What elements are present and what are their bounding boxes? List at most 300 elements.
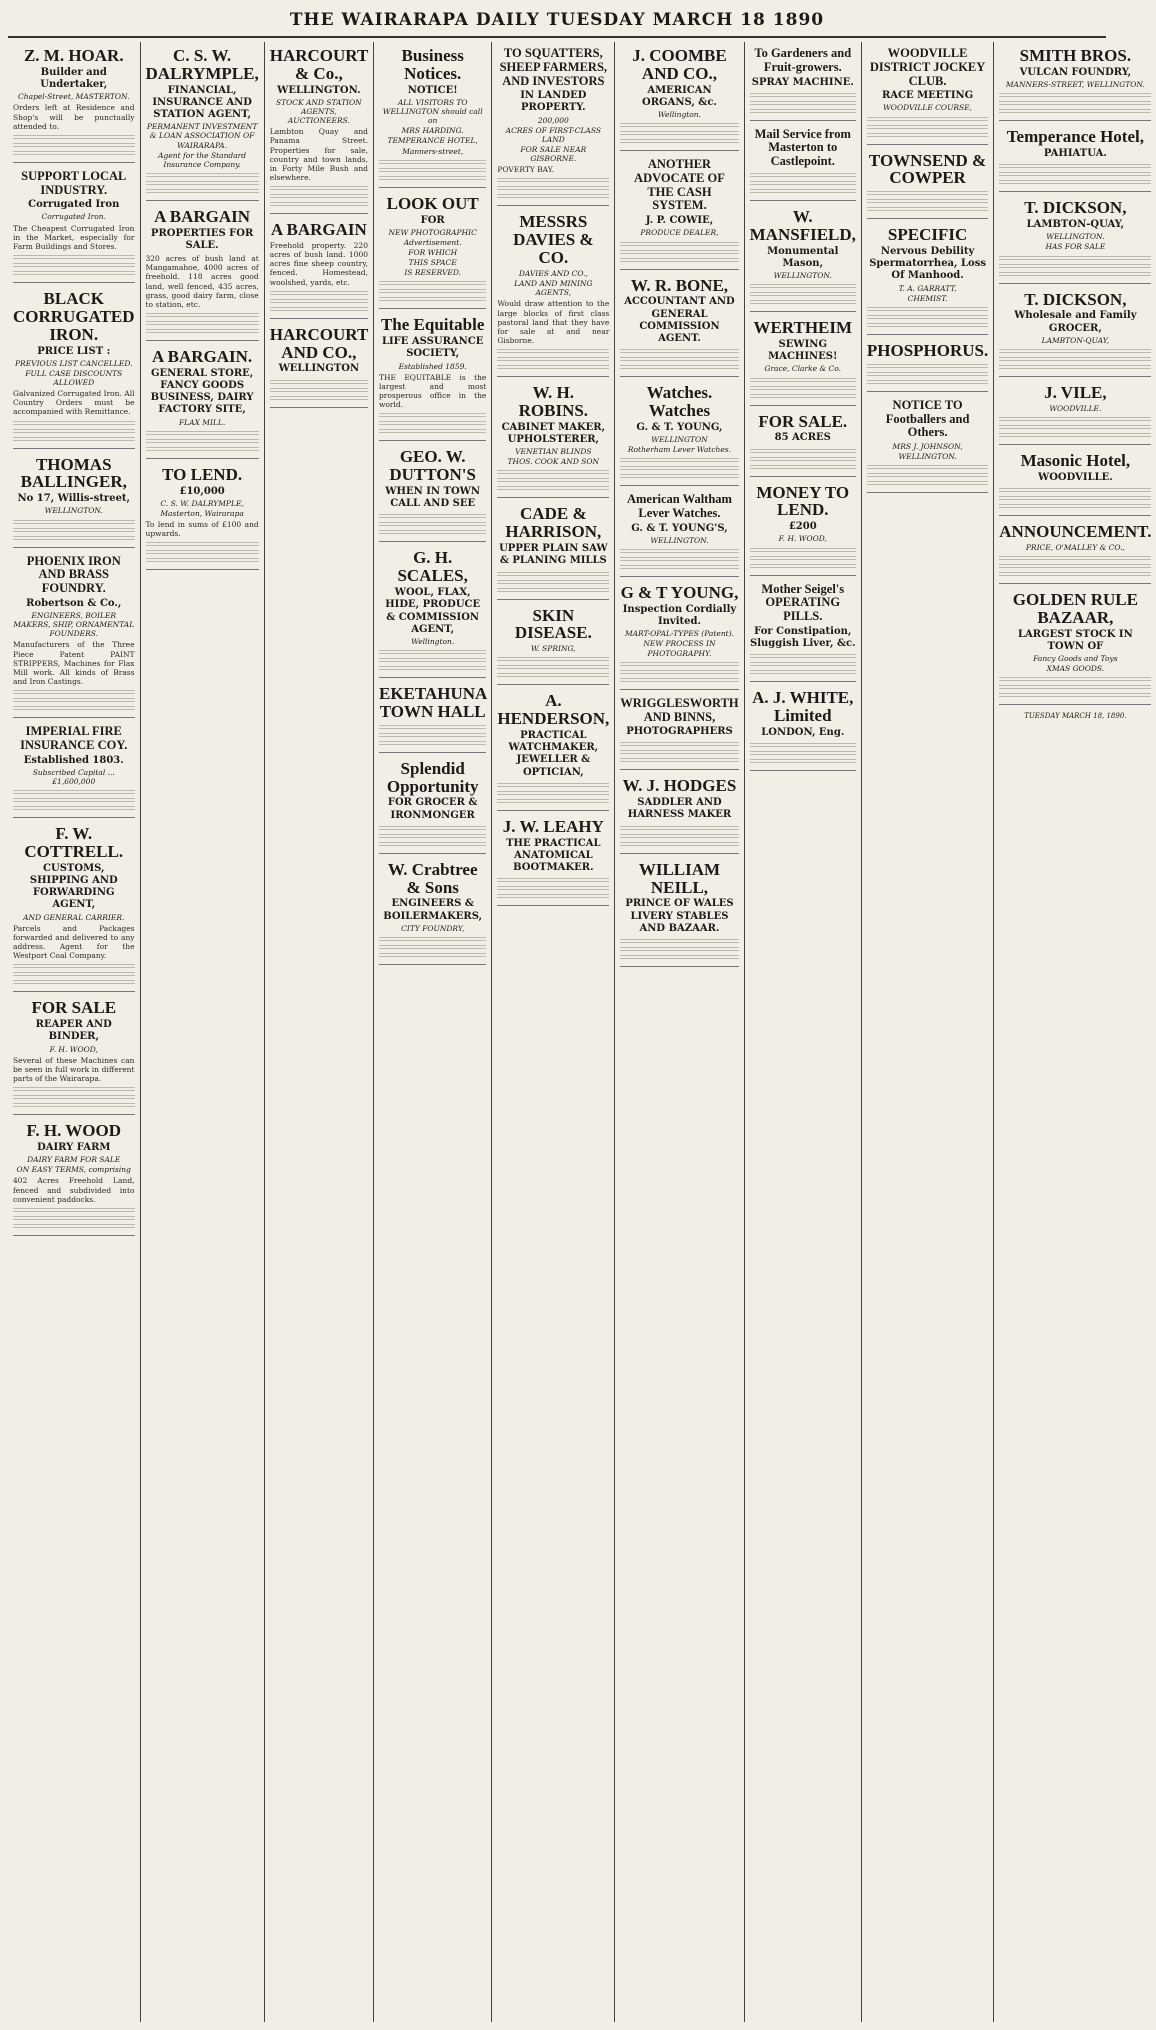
small-print-texture xyxy=(13,704,135,710)
ad-line: WELLINGTON xyxy=(651,435,708,444)
advertisement xyxy=(999,591,1151,705)
ad-title: Z. M. HOAR. xyxy=(23,46,124,65)
ad-title: A BARGAIN. xyxy=(152,347,253,367)
small-print-texture xyxy=(13,141,135,147)
ad-line: VENETIAN BLINDS xyxy=(515,447,592,457)
masthead-title: THE WAIRARAPA DAILY TUESDAY MARCH 18 1890 xyxy=(289,10,825,30)
ad-line: 200,000 xyxy=(537,115,569,125)
ad-title: A BARGAIN xyxy=(270,220,367,240)
advertisement xyxy=(270,326,368,408)
small-print-texture xyxy=(379,427,486,433)
ad-line: Chapel-Street, MASTERTON. xyxy=(18,92,130,102)
ad-line: XMAS GOODS. xyxy=(1046,664,1105,674)
small-print-texture xyxy=(620,129,738,135)
small-print-texture xyxy=(379,951,486,957)
ad-subtitle: PRICE LIST : xyxy=(37,345,111,357)
ad-subtitle: SEWING MACHINES! xyxy=(768,338,838,363)
small-print-texture xyxy=(146,540,259,546)
small-print-texture xyxy=(867,189,988,195)
ad-subtitle: Builder and Undertaker, xyxy=(40,66,108,91)
small-print-texture xyxy=(999,270,1151,276)
ad-subtitle: Monumental Mason, xyxy=(767,245,839,269)
small-print-texture xyxy=(13,970,135,976)
small-print-texture xyxy=(750,660,856,666)
ad-title: MESSRS DAVIES & CO. xyxy=(513,212,594,268)
advertisement xyxy=(497,47,609,206)
column-9 xyxy=(994,42,1156,2022)
advertisement xyxy=(13,456,135,548)
ad-line: LAMBTON-QUAY, xyxy=(1041,335,1110,345)
ad-line: W. SPRING, xyxy=(531,644,576,654)
ad-line: LAND AND MINING AGENTS, xyxy=(514,279,593,298)
small-print-texture xyxy=(497,184,609,190)
advertisement xyxy=(999,291,1151,377)
small-print-texture xyxy=(13,1206,135,1212)
small-print-texture xyxy=(867,370,988,376)
ad-subtitle: LONDON, Eng. xyxy=(761,726,845,738)
advertisement xyxy=(750,47,856,121)
ad-title: HARCOURT AND CO., xyxy=(269,324,369,362)
ad-subtitle: WELLINGTON. xyxy=(277,84,361,96)
small-print-texture xyxy=(867,321,988,327)
ad-line: Fancy Goods and Toys xyxy=(1033,653,1118,663)
ad-title: To Gardeners and Fruit-growers. xyxy=(754,46,852,74)
ad-title: Business Notices. xyxy=(401,46,464,83)
ad-title: Splendid Opportunity xyxy=(386,758,479,796)
advertisement xyxy=(867,47,988,145)
ad-body: To lend in sums of £100 and upwards. xyxy=(145,520,259,539)
column-4 xyxy=(374,42,492,2022)
small-print-texture xyxy=(13,261,135,267)
small-print-texture xyxy=(750,187,856,193)
advertisement xyxy=(999,523,1151,584)
advertisement xyxy=(497,384,609,498)
small-print-texture xyxy=(999,107,1151,113)
ad-title: F. W. COTTRELL. xyxy=(24,824,124,861)
column-2 xyxy=(141,42,265,2022)
small-print-texture xyxy=(620,472,738,478)
ad-subtitle: NOTICE! xyxy=(407,84,458,96)
small-print-texture xyxy=(999,423,1151,429)
small-print-texture xyxy=(867,115,988,121)
advertisement xyxy=(620,697,738,771)
ad-subtitle: AMERICAN ORGANS, &c. xyxy=(642,84,717,108)
ad-title: IMPERIAL FIRE INSURANCE COY. xyxy=(20,724,128,752)
small-print-texture xyxy=(13,1214,135,1220)
ad-title: TO SQUATTERS, SHEEP FARMERS, AND INVESTORS xyxy=(499,46,608,88)
small-print-texture xyxy=(620,464,738,470)
column-3 xyxy=(265,42,374,2022)
ad-title: T. DICKSON, xyxy=(1024,198,1127,218)
small-print-texture xyxy=(999,254,1151,260)
small-print-texture xyxy=(750,392,856,398)
advertisement xyxy=(999,384,1151,445)
small-print-texture xyxy=(620,668,738,674)
ad-title: W. R. BONE, xyxy=(630,275,729,295)
ad-line: Subscribed Capital ... £1,600,000 xyxy=(32,767,115,786)
small-print-texture xyxy=(750,562,856,568)
ad-title: EKETAHUNA TOWN HALL xyxy=(378,684,488,721)
ad-body: Parcels and Packages forwarded and delivered to any address. Agent for the Westport Coal Company. xyxy=(13,923,135,961)
small-print-texture xyxy=(13,435,135,441)
small-print-texture xyxy=(750,91,856,97)
ad-body: The Cheapest Corrugated Iron in the Market, especially for Farm Buildings and Stores. xyxy=(13,223,135,251)
small-print-texture xyxy=(270,394,368,400)
small-print-texture xyxy=(13,253,135,259)
advertisement xyxy=(146,208,259,341)
ad-title: F. H. WOOD xyxy=(26,1121,121,1141)
ad-title: SPECIFIC xyxy=(887,225,968,245)
small-print-texture xyxy=(867,123,988,129)
small-print-texture xyxy=(270,386,368,392)
advertisement xyxy=(867,399,988,494)
small-print-texture xyxy=(750,179,856,185)
ad-subtitle: CABINET MAKER, UPHOLSTERER, xyxy=(501,421,606,445)
advertisement xyxy=(750,208,856,312)
small-print-texture xyxy=(13,978,135,984)
ad-body: Lambton Quay and Panama Street. Properties for sale, country and town lands, in Forty Mile Bush and elsewhere. xyxy=(269,127,368,182)
small-print-texture xyxy=(497,876,609,882)
ad-body: Manufacturers of the Three Piece Patent PAINT STRIPPERS, Machines for Flax Mill work. All kinds of Brass and Iron Castings. xyxy=(13,640,135,687)
small-print-texture xyxy=(13,534,135,540)
small-print-texture xyxy=(13,796,135,802)
ad-line: THIS SPACE xyxy=(408,258,457,268)
small-print-texture xyxy=(620,547,738,553)
small-print-texture xyxy=(379,411,486,417)
small-print-texture xyxy=(620,121,738,127)
ad-line: Rotherham Lever Watches. xyxy=(627,445,732,455)
ad-subtitle: WHEN IN TOWN CALL AND SEE xyxy=(385,486,481,510)
ad-line: NEW PHOTOGRAPHIC xyxy=(388,227,477,237)
advertisement xyxy=(379,861,486,965)
ad-line: WELLINGTON. xyxy=(773,271,832,280)
ad-body: Freehold property. 220 acres of bush land. 1000 acres fine sheep country, fenced. Homestead, woolshed, yards, etc. xyxy=(269,240,368,287)
small-print-texture xyxy=(750,749,856,755)
ad-line: C. S. W. DALRYMPLE, xyxy=(160,498,244,508)
advertisement xyxy=(13,725,135,818)
small-print-texture xyxy=(999,162,1151,168)
small-print-texture xyxy=(620,824,738,830)
ad-line: NEW PROCESS IN PHOTOGRAPHY. xyxy=(643,639,716,658)
ad-subtitle: WOOL, FLAX, HIDE, PRODUCE & COMMISSION AGENT, xyxy=(385,587,481,635)
small-print-texture xyxy=(13,1101,135,1107)
advertisement xyxy=(13,47,135,163)
ad-title: SMITH BROS. xyxy=(1019,46,1132,65)
ad-title: J. W. LEAHY xyxy=(502,816,604,836)
small-print-texture xyxy=(146,556,259,562)
small-print-texture xyxy=(146,548,259,554)
advertisement xyxy=(999,47,1151,121)
ad-subtitle: Nervous Debility Spermatorrhea, Loss Of Manhood. xyxy=(869,246,986,282)
small-print-texture xyxy=(620,563,738,569)
small-print-texture xyxy=(13,1093,135,1099)
ad-line: Corrugated Iron. xyxy=(41,212,106,222)
page-footer: TUESDAY MARCH 18, 1890. xyxy=(1024,712,1127,721)
ad-title: ANOTHER ADVOCATE OF THE CASH SYSTEM. xyxy=(634,157,725,213)
small-print-texture xyxy=(146,319,259,325)
ad-title: WERTHEIM xyxy=(753,318,853,338)
small-print-texture xyxy=(13,149,135,155)
advertisement xyxy=(750,319,856,405)
ad-subtitle: ENGINEERS & BOILERMAKERS, xyxy=(383,898,483,922)
small-print-texture xyxy=(999,554,1151,560)
ad-subtitle: PROPERTIES FOR SALE. xyxy=(150,227,254,251)
ad-title: PHOSPHORUS. xyxy=(866,340,989,360)
ad-title: FOR SALE. xyxy=(758,411,848,431)
small-print-texture xyxy=(13,419,135,425)
ad-subtitle: SPRAY MACHINE. xyxy=(751,76,854,88)
small-print-texture xyxy=(999,562,1151,568)
small-print-texture xyxy=(999,170,1151,176)
column-1 xyxy=(8,42,141,2022)
ad-body: Orders left at Residence and Shop's will be punctually attended to. xyxy=(13,103,135,131)
ad-subtitle: £10,000 xyxy=(179,485,225,497)
advertisement xyxy=(620,584,738,690)
small-print-texture xyxy=(750,171,856,177)
ad-subtitle: REAPER AND BINDER, xyxy=(35,1019,112,1043)
small-print-texture xyxy=(379,419,486,425)
ad-title: WILLIAM NEILL, xyxy=(638,859,721,897)
small-print-texture xyxy=(999,178,1151,184)
small-print-texture xyxy=(999,347,1151,353)
small-print-texture xyxy=(620,363,738,369)
small-print-texture xyxy=(497,570,609,576)
advertisement xyxy=(379,685,486,753)
small-print-texture xyxy=(497,797,609,803)
ad-body: Would draw attention to the large blocks of first class pastoral land that they have for sale at and near Gisborne. xyxy=(497,299,610,345)
advertisement xyxy=(379,47,486,188)
ad-subtitle: VULCAN FOUNDRY, xyxy=(1019,66,1132,78)
ad-line: Advertisement. xyxy=(403,237,462,247)
small-print-texture xyxy=(497,884,609,890)
advertisement xyxy=(146,348,259,459)
advertisement xyxy=(750,128,856,201)
small-print-texture xyxy=(13,1222,135,1228)
small-print-texture xyxy=(750,282,856,288)
small-print-texture xyxy=(620,456,738,462)
ad-line: CITY FOUNDRY, xyxy=(401,923,465,933)
ad-line: MRS J. JOHNSON, xyxy=(892,442,963,452)
small-print-texture xyxy=(620,355,738,361)
ad-subtitle: LAMBTON-QUAY, xyxy=(1026,219,1125,231)
small-print-texture xyxy=(497,789,609,795)
ad-title: J. VILE, xyxy=(1044,382,1107,402)
advertisement xyxy=(867,152,988,220)
advertisement xyxy=(867,226,988,335)
small-print-texture xyxy=(270,289,368,295)
small-print-texture xyxy=(867,463,988,469)
small-print-texture xyxy=(270,305,368,311)
ad-subtitle: G. & T. YOUNG, xyxy=(636,421,723,433)
ad-subtitle: LARGEST STOCK IN TOWN OF xyxy=(1018,628,1133,652)
ad-subtitle: Inspection Cordially Invited. xyxy=(622,603,737,628)
small-print-texture xyxy=(620,248,738,254)
small-print-texture xyxy=(13,526,135,532)
small-print-texture xyxy=(379,520,486,526)
ad-line: Wellington. xyxy=(411,636,455,646)
ad-title: WRIGGLESWORTH AND BINNS, xyxy=(620,695,739,724)
small-print-texture xyxy=(146,327,259,333)
small-print-texture xyxy=(867,471,988,477)
ad-line: Grace, Clarke & Co. xyxy=(764,364,842,374)
advertisement xyxy=(999,199,1151,283)
ad-title: A. HENDERSON, xyxy=(497,691,610,729)
small-print-texture xyxy=(750,298,856,304)
ad-subtitle: No 17, Willis-street, xyxy=(17,493,131,505)
ad-subtitle: RACE MEETING xyxy=(881,90,974,102)
small-print-texture xyxy=(620,660,738,666)
ad-title: Mail Service from Masterton to Castlepoint. xyxy=(754,126,851,169)
ad-subtitle: WOODVILLE. xyxy=(1037,471,1113,483)
ad-line: FLAX MILL. xyxy=(178,417,226,427)
small-print-texture xyxy=(999,502,1151,508)
small-print-texture xyxy=(867,362,988,368)
ad-line: TEMPERANCE HOTEL, xyxy=(387,136,478,146)
small-print-texture xyxy=(620,748,738,754)
ad-title: BLACK CORRUGATED IRON. xyxy=(13,289,135,344)
small-print-texture xyxy=(620,832,738,838)
small-print-texture xyxy=(379,664,486,670)
advertisement xyxy=(379,195,486,310)
ad-subtitle: DAIRY FARM xyxy=(37,1141,111,1153)
ad-subtitle: 85 ACRES xyxy=(774,432,831,444)
ad-title: A. J. WHITE, Limited xyxy=(752,688,854,726)
small-print-texture xyxy=(999,486,1151,492)
ad-title: W. Crabtree & Sons xyxy=(387,859,478,897)
ad-line: ALL VISITORS TO WELLINGTON should call on xyxy=(382,97,483,126)
ad-line: CHEMIST. xyxy=(907,293,948,303)
ad-body: Galvanized Corrugated Iron. All Country Orders must be accompanied with Remittance. xyxy=(13,389,135,417)
small-print-texture xyxy=(999,415,1151,421)
ad-title: CADE & HARRISON, xyxy=(505,504,602,542)
small-print-texture xyxy=(750,455,856,461)
small-print-texture xyxy=(497,586,609,592)
small-print-texture xyxy=(497,363,609,369)
ad-line: FOR WHICH xyxy=(408,248,458,258)
ad-title: GEO. W. DUTTON'S xyxy=(389,447,476,485)
small-print-texture xyxy=(620,256,738,262)
ad-line: MRS HARDING. xyxy=(401,126,464,136)
ad-title: W. H. ROBINS. xyxy=(518,383,589,420)
ad-line: T. A. GARRATT, xyxy=(898,283,957,293)
small-print-texture xyxy=(379,174,486,180)
small-print-texture xyxy=(620,740,738,746)
small-print-texture xyxy=(379,723,486,729)
ad-body: Several of these Machines can be seen in full work in different parts of the Wairarapa. xyxy=(13,1055,135,1083)
small-print-texture xyxy=(13,788,135,794)
small-print-texture xyxy=(379,158,486,164)
ad-subtitle: WELLINGTON xyxy=(278,363,360,375)
advertisement xyxy=(270,47,368,214)
small-print-texture xyxy=(379,935,486,941)
small-print-texture xyxy=(999,570,1151,576)
small-print-texture xyxy=(867,378,988,384)
small-print-texture xyxy=(867,313,988,319)
small-print-texture xyxy=(270,184,368,190)
ad-subtitle: PRINCE OF WALES LIVERY STABLES AND BAZAAR. xyxy=(625,898,734,934)
advertisement xyxy=(999,452,1151,516)
advertisement xyxy=(620,861,738,967)
small-print-texture xyxy=(620,555,738,561)
ad-line: MART-OPAL-TYPES (Patent). xyxy=(624,629,734,639)
ad-subtitle: PRACTICAL WATCHMAKER, JEWELLER & OPTICIAN, xyxy=(508,730,599,778)
ad-line: FULL CASE DISCOUNTS ALLOWED xyxy=(25,368,123,388)
ad-line: Masterton, Wairarapa xyxy=(160,508,244,518)
advertisement xyxy=(999,128,1151,192)
small-print-texture xyxy=(13,518,135,524)
small-print-texture xyxy=(867,197,988,203)
small-print-texture xyxy=(497,468,609,474)
small-print-texture xyxy=(620,347,738,353)
small-print-texture xyxy=(146,311,259,317)
ad-subtitle: FINANCIAL, INSURANCE AND STATION AGENT, xyxy=(152,84,252,121)
advertisement xyxy=(146,47,259,201)
advertisement xyxy=(379,760,486,854)
small-print-texture xyxy=(13,962,135,968)
advertisement xyxy=(750,413,856,477)
small-print-texture xyxy=(999,262,1151,268)
ad-line: Manners-street, xyxy=(402,146,464,156)
small-print-texture xyxy=(379,739,486,745)
ad-title: WOODVILLE DISTRICT JOCKEY CLUB. xyxy=(869,46,986,88)
ad-subtitle: Wholesale and Family GROCER, xyxy=(1014,310,1137,334)
ad-line: WOODVILLE COURSE, xyxy=(883,103,973,113)
ad-line: THOS. COOK AND SON xyxy=(507,457,600,467)
small-print-texture xyxy=(999,494,1151,500)
advertisement xyxy=(867,342,988,392)
ad-line: F. H. WOOD, xyxy=(49,1044,98,1054)
small-print-texture xyxy=(379,832,486,838)
small-print-texture xyxy=(379,287,486,293)
small-print-texture xyxy=(750,447,856,453)
small-print-texture xyxy=(750,384,856,390)
small-print-texture xyxy=(497,892,609,898)
advertisement xyxy=(146,466,259,571)
small-print-texture xyxy=(620,840,738,846)
small-print-texture xyxy=(379,528,486,534)
ad-title: G. H. SCALES, xyxy=(397,548,468,586)
ad-line: WELLINGTON. xyxy=(1046,232,1105,242)
ad-subtitle: Robertson & Co., xyxy=(26,597,122,609)
column-8 xyxy=(862,42,994,2022)
small-print-texture xyxy=(13,688,135,694)
ad-subtitle: GENERAL STORE, FANCY GOODS BUSINESS, DAIRY FACTORY SITE, xyxy=(150,367,254,416)
small-print-texture xyxy=(999,675,1151,681)
small-print-texture xyxy=(497,355,609,361)
ad-line: DAVIES AND CO., xyxy=(518,269,588,278)
ad-line: ENGINEERS, BOILER MAKERS, SHIP, ORNAMENTAL FOUNDERS. xyxy=(13,611,135,639)
ad-title: TO LEND. xyxy=(162,464,243,484)
ad-subtitle: CUSTOMS, SHIPPING AND FORWARDING AGENT, xyxy=(29,862,118,911)
small-print-texture xyxy=(497,671,609,677)
ad-line: MANNERS-STREET, WELLINGTON. xyxy=(1005,80,1145,90)
small-print-texture xyxy=(13,804,135,810)
small-print-texture xyxy=(379,731,486,737)
small-print-texture xyxy=(497,176,609,182)
advertisement xyxy=(13,999,135,1115)
ad-body: POVERTY BAY. xyxy=(497,165,555,175)
ad-line: Agent for the Standard Insurance Company. xyxy=(158,150,247,169)
advertisement xyxy=(497,692,609,810)
advertisement xyxy=(13,290,135,449)
small-print-texture xyxy=(379,656,486,662)
small-print-texture xyxy=(497,484,609,490)
small-print-texture xyxy=(999,691,1151,697)
ad-subtitle: Established 1803. xyxy=(23,754,124,766)
small-print-texture xyxy=(750,290,856,296)
small-print-texture xyxy=(146,437,259,443)
small-print-texture xyxy=(867,205,988,211)
